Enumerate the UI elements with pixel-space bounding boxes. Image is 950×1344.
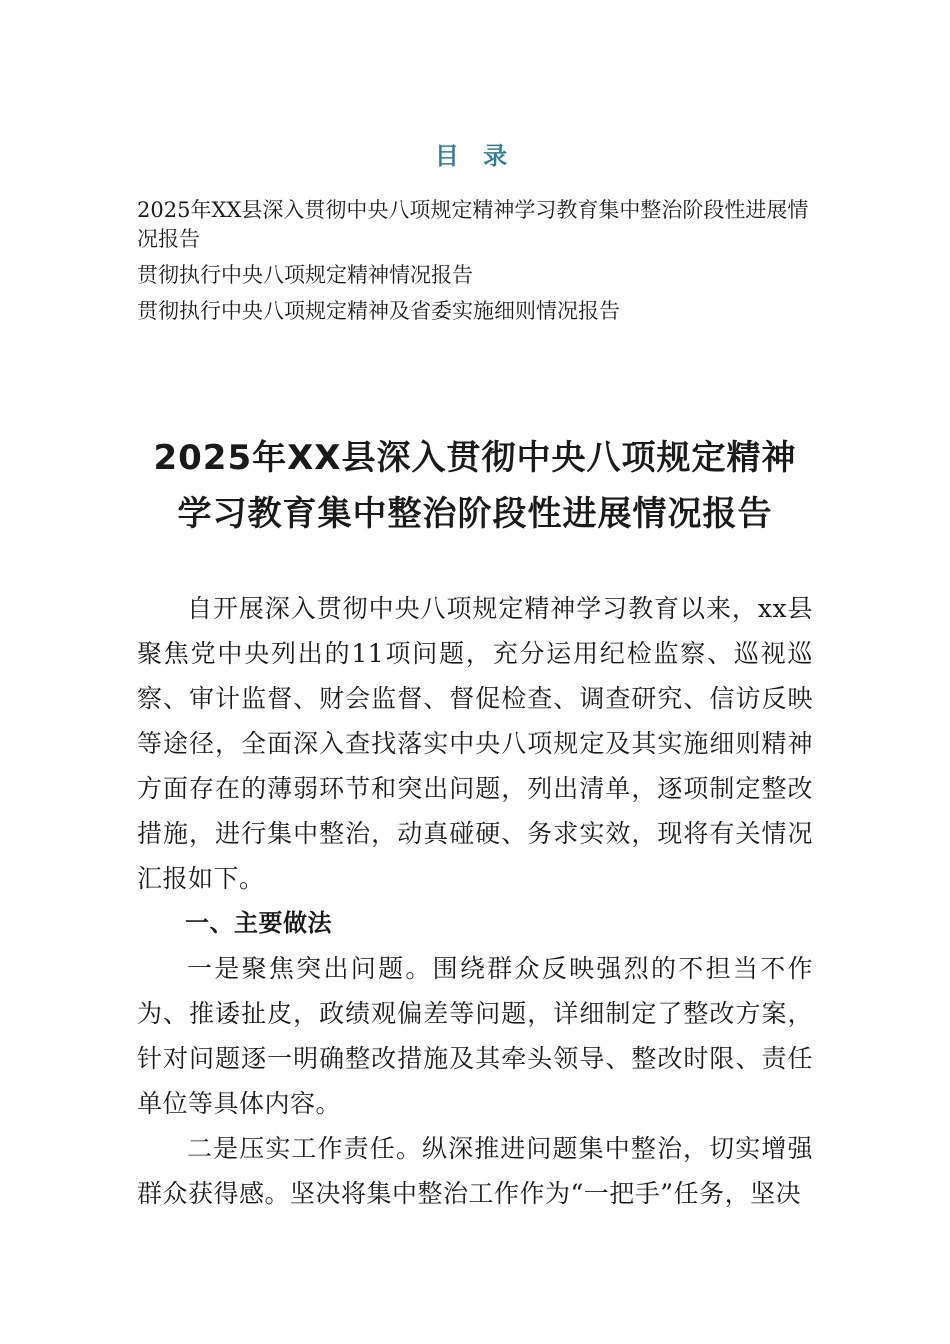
toc-entry[interactable]: 贯彻执行中央八项规定精神情况报告 bbox=[137, 263, 473, 287]
document-body bbox=[137, 586, 813, 1216]
table-of-contents bbox=[137, 196, 817, 333]
document-title-line-1: 2025年XX县深入贯彻中央八项规定精神 bbox=[153, 438, 797, 478]
document-title bbox=[137, 430, 813, 542]
document-title-line-2: 学习教育集中整治阶段性进展情况报告 bbox=[177, 494, 773, 534]
section-heading: 一、主要做法 bbox=[185, 909, 332, 937]
toc-heading: 目 录 bbox=[434, 142, 516, 170]
toc-entry[interactable]: 贯彻执行中央八项规定精神及省委实施细则情况报告 bbox=[137, 299, 620, 323]
intro-paragraph: 自开展深入贯彻中央八项规定精神学习教育以来，xx县聚焦党中央列出的11项问题，充分运用纪检监察、巡视巡察、审计监督、财会监督、督促检查、调查研究、信访反映等途径，全面深入查找落实中央八项规定及其实施细则精神方面存在的薄弱环节和突出问题，列出清单，逐项制定整改措施，进行集中整治，动真碰硬、务求实效，现将有关情况汇报如下。 bbox=[137, 594, 813, 893]
toc-entry[interactable]: 2025年XX县深入贯彻中央八项规定精神学习教育集中整治阶段性进展情况报告 bbox=[137, 198, 809, 251]
body-paragraph: 二是压实工作责任。纵深推进问题集中整治，切实增强群众获得感。坚决将集中整治工作作为“一把手”任务，坚决 bbox=[137, 1134, 813, 1208]
body-paragraph: 一是聚焦突出问题。围绕群众反映强烈的不担当不作为、推诿扯皮，政绩观偏差等问题，详细制定了整改方案，针对问题逐一明确整改措施及其牵头领导、整改时限、责任单位等具体内容。 bbox=[137, 954, 813, 1118]
